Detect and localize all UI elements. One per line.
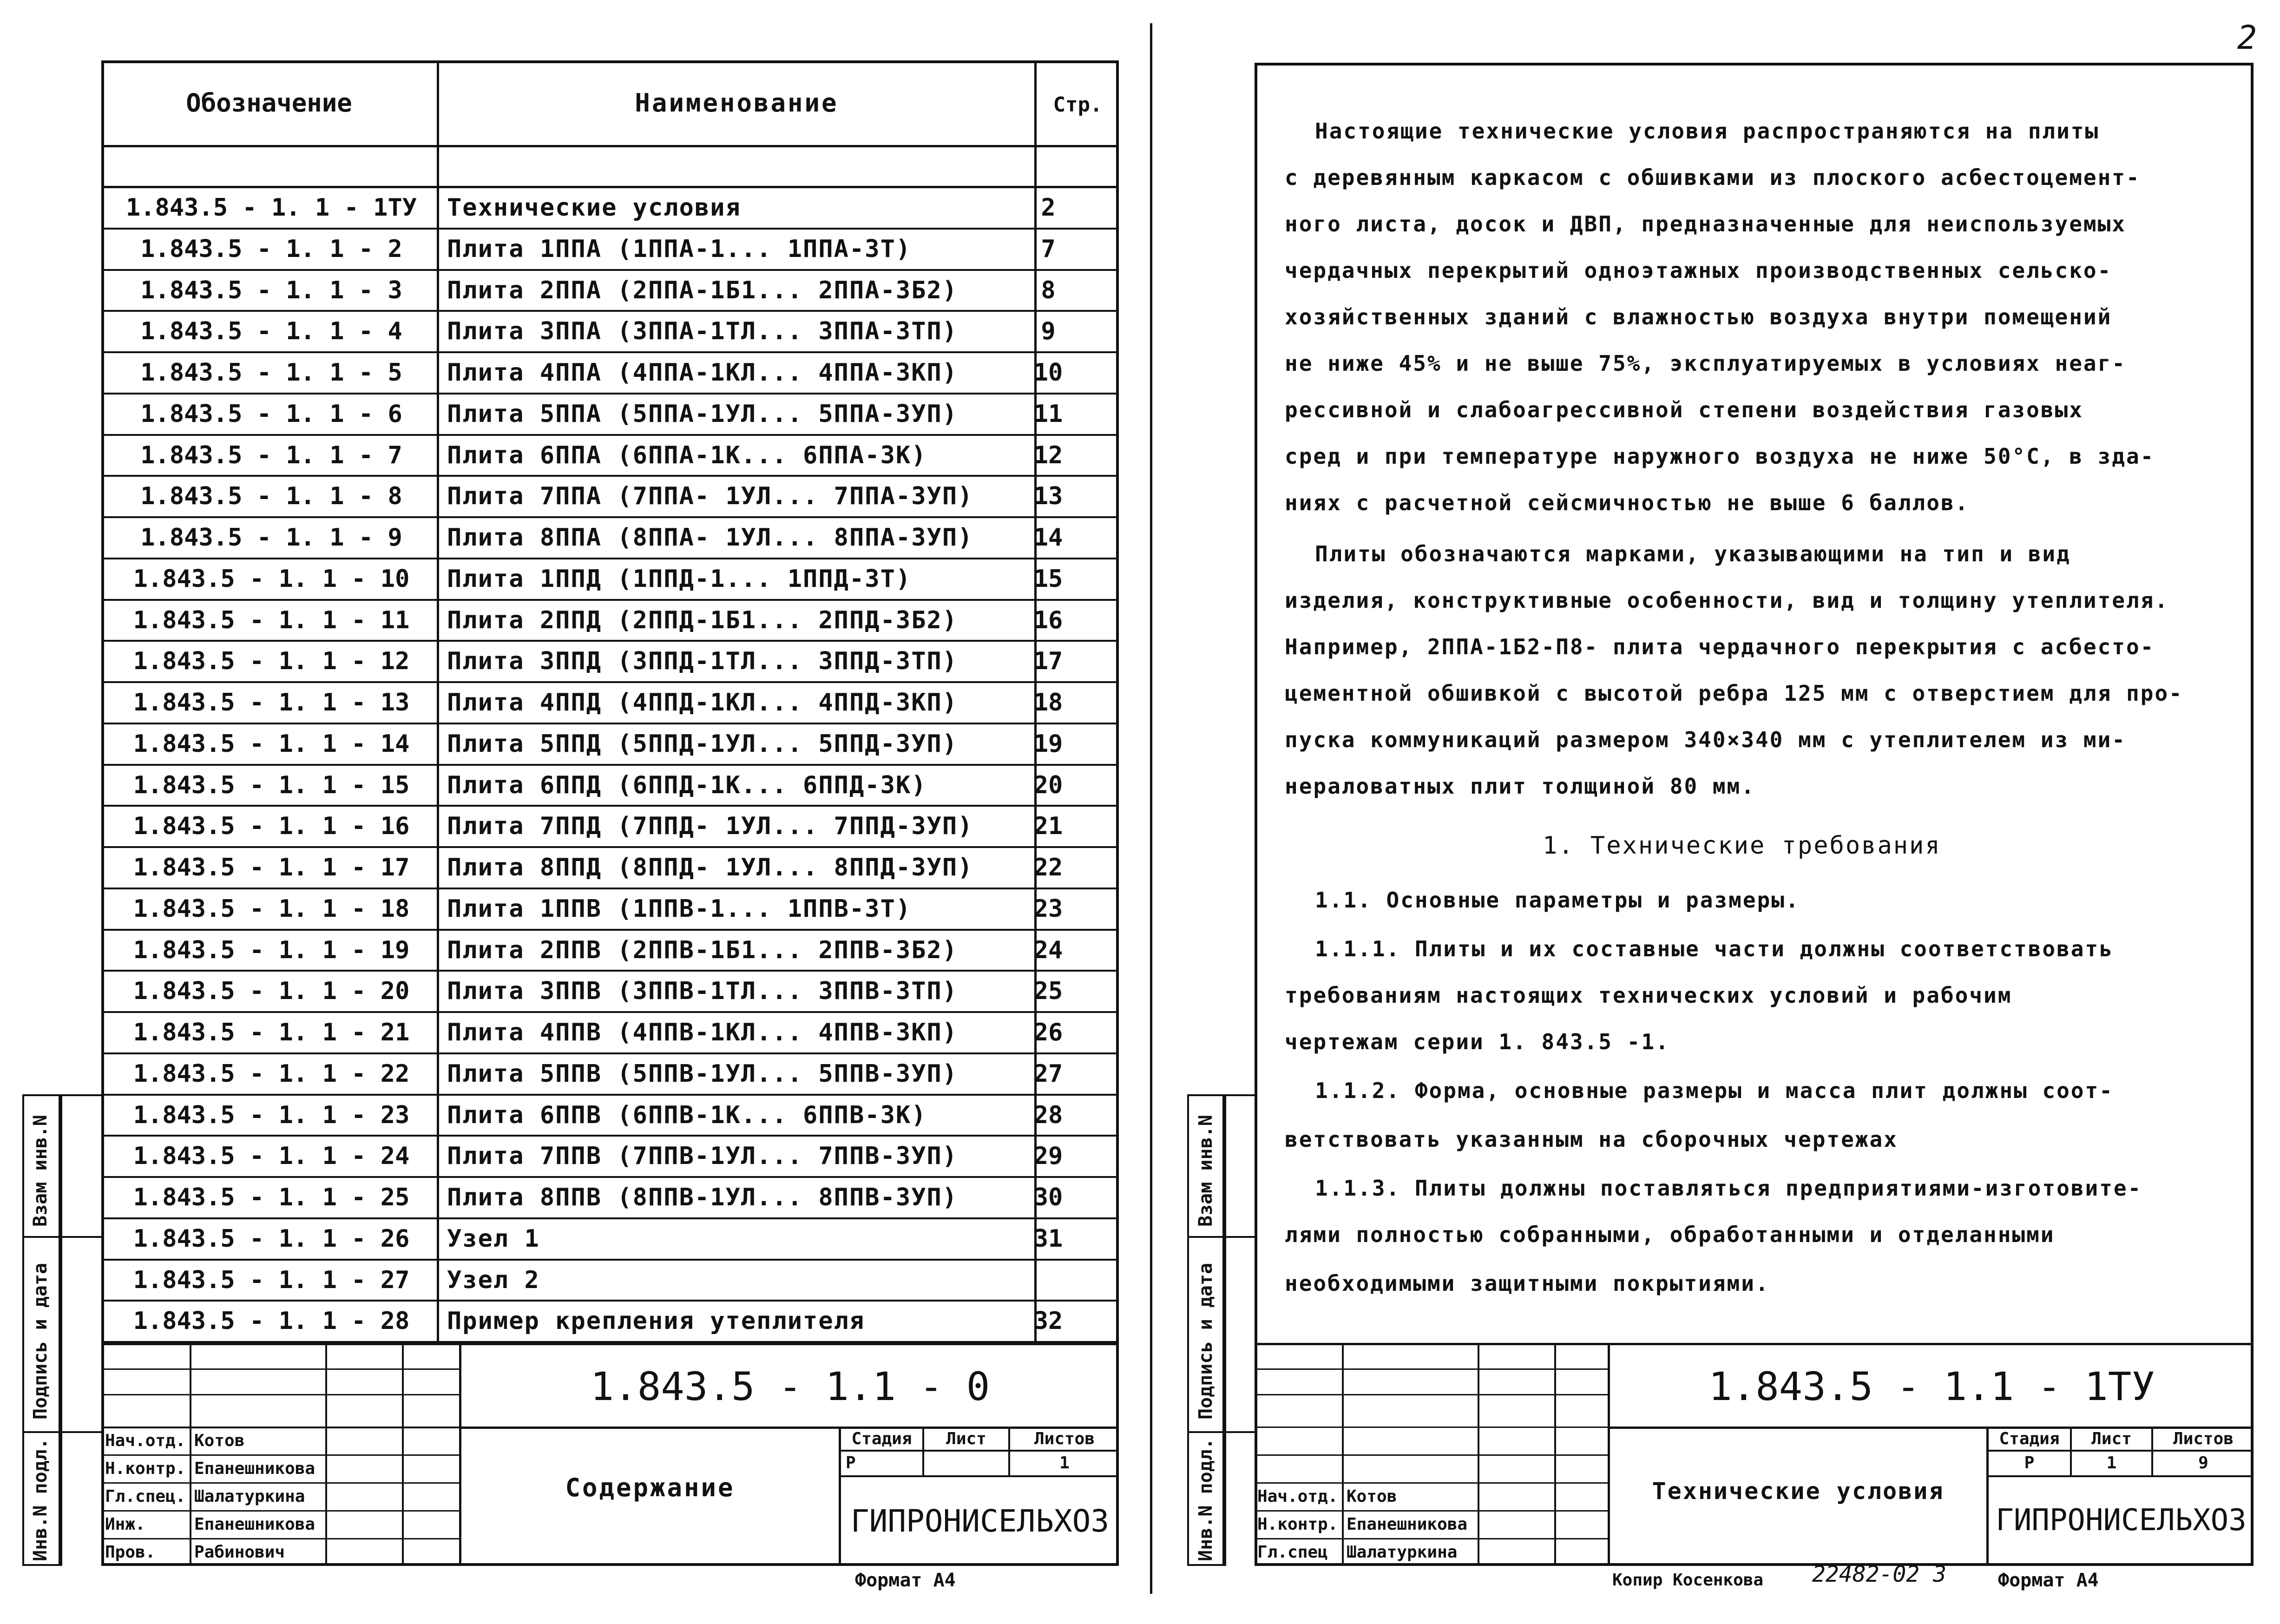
row-designation: 1.843.5 - 1. 1 - 24 [133,1142,410,1170]
row-name: Плита 2ППД (2ППД-1Б1... 2ППД-3Б2) [447,606,958,634]
row-name: Плита 2ППВ (2ППВ-1Б1... 2ППВ-3Б2) [447,936,958,964]
header-page: Стр. [1053,93,1103,117]
row-name: Плита 7ППВ (7ППВ-1УЛ... 7ППВ-3УП) [447,1142,958,1170]
table-row [103,972,1117,1013]
row-designation: 1.843.5 - 1. 1 - 3 [140,276,402,304]
row-name: Плита 7ППД (7ППД- 1УЛ... 7ППД-3УП) [447,812,973,841]
row-name: Плита 5ППД (5ППД-1УЛ... 5ППД-3УП) [447,730,958,758]
table-row [103,931,1117,972]
order-number: 22482-02 3 [1812,1561,1946,1587]
row-page: 7 [1041,235,1056,263]
left-sheets-label: Листов [1034,1429,1095,1448]
row-name: Плита 8ППА (8ППА- 1УЛ... 8ППА-3УП) [447,524,973,552]
row-page: 32 [1033,1307,1063,1335]
text-line: хозяйственных зданий с влажностью воздуха внутри помещений [1285,304,2112,329]
text-line: необходимыми защитными покрытиями. [1285,1271,1770,1296]
row-designation: 1.843.5 - 1. 1 - 15 [133,771,410,799]
row-page: 21 [1033,812,1063,841]
row-page: 17 [1033,647,1063,676]
table-row [103,1137,1117,1178]
text-line: изделия, конструктивные особенности, вид и толщину утеплителя. [1285,588,2169,613]
text-line: ного листа, досок и ДВП, предназначенные для неиспользуемых [1285,211,2126,237]
row-name: Плита 6ППД (6ППД-1К... 6ППД-3К) [447,771,927,799]
row-name: Плита 4ППА (4ППА-1КЛ... 4ППА-3КП) [447,359,958,387]
row-designation: 1.843.5 - 1. 1 - 11 [133,606,410,634]
stamp-person-name: Котов [194,1431,245,1450]
row-name: Плита 3ППД (3ППД-1ТЛ... 3ППД-3ТП) [447,647,958,676]
section-heading: 1. Технические требования [1543,832,1941,860]
row-page: 31 [1033,1224,1063,1253]
table-row [103,230,1117,271]
row-page: 15 [1033,565,1063,593]
row-page: 24 [1033,936,1063,964]
row-designation: 1.843.5 - 1. 1 - 6 [140,400,402,428]
table-row [103,766,1117,807]
row-page: 27 [1033,1059,1063,1088]
row-name: Плита 7ППА (7ППА- 1УЛ... 7ППА-3УП) [447,482,973,511]
table-row [103,1054,1117,1096]
table-row [103,394,1117,436]
row-designation: 1.843.5 - 1. 1 - 5 [140,359,402,387]
text-line: Плиты обозначаются марками, указывающими на тип и вид [1315,541,2071,566]
row-designation: 1.843.5 - 1. 1 - 12 [133,647,410,676]
text-line: лями полностью собранными, обработанными и отделанными [1285,1222,2055,1247]
row-designation: 1.843.5 - 1. 1 - 18 [133,894,410,923]
stamp-person-name: Епанешникова [1347,1515,1468,1534]
left-side-label-2: Подпись и дата [30,1262,51,1420]
row-page: 14 [1033,524,1063,552]
row-name: Плита 1ППВ (1ППВ-1... 1ППВ-3Т) [447,894,912,923]
row-page: 22 [1033,854,1063,881]
row-designation: 1.843.5 - 1. 1 - 13 [133,689,410,717]
row-designation: 1.843.5 - 1. 1 - 2 [140,235,402,263]
table-row [103,889,1117,931]
row-designation: 1.843.5 - 1. 1 - 23 [133,1101,410,1129]
row-designation: 1.843.5 - 1. 1 - 26 [133,1224,410,1253]
stamp-role: Гл.спец [1257,1543,1328,1562]
row-designation: 1.843.5 - 1. 1 - 21 [133,1019,410,1046]
text-line: 1.1. Основные параметры и размеры. [1315,888,1800,913]
stamp-person-name: Котов [1347,1487,1397,1506]
row-designation: 1.843.5 - 1. 1 - 25 [133,1183,410,1211]
stamp-role: Нач.отд. [105,1431,186,1450]
row-name: Технические условия [447,194,741,222]
left-side-label-3: Инв.N подл. [30,1438,51,1561]
text-line: с деревянным каркасом с обшивками из плоского асбестоцемент- [1285,165,2141,190]
text-line: чертежам серии 1. 843.5 -1. [1285,1029,1670,1054]
text-line: ниях с расчетной сейсмичностью не выше 6 баллов. [1285,490,1970,515]
row-designation: 1.843.5 - 1. 1 - 9 [140,524,402,552]
row-designation: 1.843.5 - 1. 1 - 14 [133,730,410,758]
row-page: 9 [1041,317,1056,346]
text-line: Например, 2ППА-1Б2-П8- плита чердачного перекрытия с асбесто- [1285,634,2155,659]
row-name: Плита 3ППА (3ППА-1ТЛ... 3ППА-3ТП) [447,317,958,346]
stamp-role: Инж. [105,1515,145,1534]
row-page: 23 [1033,894,1063,923]
row-page: 20 [1033,771,1063,799]
stamp-person-name: Епанешникова [194,1459,315,1478]
text-line: сред и при температуре наружного воздуха не ниже 50°С, в зда- [1285,444,2155,469]
row-page: 13 [1033,482,1063,511]
table-row [103,601,1117,642]
row-name: Плита 8ППВ (8ППВ-1УЛ... 8ППВ-3УП) [447,1183,958,1211]
stamp-role: Н.контр. [105,1459,186,1478]
right-frame [1255,63,2254,1566]
table-row [103,188,1117,230]
row-page: 12 [1033,441,1063,469]
table-row [103,1261,1117,1302]
stamp-person-name: Рабинович [194,1543,285,1562]
text-line: пуска коммуникаций размером 340×340 мм с утеплителем из ми- [1285,727,2126,752]
row-name: Плита 5ППА (5ППА-1УЛ... 5ППА-3УП) [447,400,958,428]
row-name: Плита 8ППД (8ППД- 1УЛ... 8ППД-3УП) [447,854,973,881]
right-stage-label: Стадия [1999,1429,2060,1448]
header-designation: Обозначение [186,88,352,118]
row-name: Плита 6ППА (6ППА-1К... 6ППА-3К) [447,441,927,469]
row-page: 25 [1033,977,1063,1006]
row-page [1007,1261,1089,1300]
table-row [103,1219,1117,1261]
table-row [103,642,1117,683]
row-page: 10 [1033,359,1063,387]
text-line: 1.1.1. Плиты и их составные части должны соответствовать [1315,936,2114,961]
table-row [103,559,1117,601]
right-sheets-label: Листов [2173,1429,2234,1448]
row-designation: 1.843.5 - 1. 1 - 17 [133,854,410,881]
row-name: Узел 1 [447,1224,540,1253]
stamp-role: Н.контр. [1257,1515,1338,1534]
text-line: Настоящие технические условия распространяются на плиты [1315,118,2100,144]
left-stage-value: Р [846,1453,856,1473]
row-page: 18 [1033,689,1063,717]
right-format: Формат А4 [1998,1570,2099,1591]
table-row [103,518,1117,559]
text-line: не ниже 45% и не выше 75%, эксплуатируемых в условиях неаг- [1285,351,2126,376]
row-page: 16 [1033,606,1063,634]
copy-label: Копир Косенкова [1612,1571,1764,1590]
row-page: 26 [1033,1019,1063,1046]
page-number: 2 [2237,19,2257,57]
row-page: 30 [1033,1183,1063,1211]
center-divider [1150,23,1152,1594]
left-stage-label: Стадия [851,1429,912,1448]
table-row [103,312,1117,353]
row-name: Плита 6ППВ (6ППВ-1К... 6ППВ-3К) [447,1101,927,1129]
stamp-role: Пров. [105,1543,156,1562]
stamp-role: Нач.отд. [1257,1487,1338,1506]
row-page: 29 [1033,1142,1063,1170]
table-row [103,724,1117,766]
table-row [103,807,1117,848]
table-row [103,848,1117,889]
row-name: Плита 4ППД (4ППД-1КЛ... 4ППД-3КП) [447,689,958,717]
text-line: рессивной и слабоагрессивной степени воздействия газовых [1285,397,2083,422]
row-name: Плита 2ППА (2ППА-1Б1... 2ППА-3Б2) [447,276,958,304]
row-designation: 1.843.5 - 1. 1 - 28 [133,1307,410,1335]
row-designation: 1.843.5 - 1. 1 - 19 [133,936,410,964]
row-designation: 1.843.5 - 1. 1 - 22 [133,1059,410,1088]
table-row [103,436,1117,477]
row-page: 8 [1041,276,1056,304]
table-row [103,1178,1117,1219]
right-stamp-title: Технические условия [1652,1478,1945,1505]
stamp-person-name: Шалатуркина [1347,1543,1458,1562]
stamp-person-name: Епанешникова [194,1515,315,1534]
table-row [103,353,1117,394]
row-designation: 1.843.5 - 1. 1 - 1ТУ [125,194,417,222]
row-name: Плита 5ППВ (5ППВ-1УЛ... 5ППВ-3УП) [447,1059,958,1088]
row-name: Плита 1ППА (1ППА-1... 1ППА-3Т) [447,235,912,263]
left-org: ГИПРОНИСЕЛЬХОЗ [850,1503,1110,1539]
text-line: нераловатных плит толщиной 80 мм. [1285,774,1755,799]
row-designation: 1.843.5 - 1. 1 - 16 [133,812,410,841]
text-line: требованиям настоящих технических условий и рабочим [1285,983,2012,1008]
row-page: 28 [1033,1101,1063,1129]
header-name: Наименование [635,88,839,118]
right-sheets-value: 9 [2198,1453,2208,1473]
table-row [103,477,1117,518]
table-row [103,1013,1117,1054]
right-sheet-label: Лист [2091,1429,2132,1448]
row-page: 11 [1033,400,1063,428]
right-stage-value: Р [2024,1453,2035,1473]
row-designation: 1.843.5 - 1. 1 - 8 [140,482,402,511]
table-row [103,1302,1117,1343]
left-side-label-1: Взам инв.N [30,1115,51,1227]
row-designation: 1.843.5 - 1. 1 - 10 [133,565,410,593]
right-stamp-designation: 1.843.5 - 1.1 - 1ТУ [1708,1364,2155,1409]
text-line: 1.1.3. Плиты должны поставляться предприятиями-изготовите- [1315,1176,2142,1201]
table-row [103,1096,1117,1137]
right-side-label-1: Взам инв.N [1195,1115,1216,1227]
left-stamp-title: Содержание [565,1473,735,1502]
row-designation: 1.843.5 - 1. 1 - 20 [133,977,410,1006]
left-sheet-label: Лист [946,1429,986,1448]
right-org: ГИПРОНИСЕЛЬХОЗ [1996,1503,2247,1538]
contents-table [103,188,1117,1345]
row-page: 2 [1041,194,1056,222]
text-line: цементной обшивкой с высотой ребра 125 мм с отверстием для про- [1285,681,2183,706]
text-line: 1.1.2. Форма, основные размеры и масса плит должны соот- [1315,1078,2114,1103]
row-name: Плита 1ППД (1ППД-1... 1ППД-3Т) [447,565,912,593]
left-sheets-value: 1 [1059,1453,1070,1473]
row-designation: 1.843.5 - 1. 1 - 7 [140,441,402,469]
right-side-label-3: Инв.N подл. [1195,1438,1216,1561]
text-line: ветствовать указанным на сборочных чертежах [1285,1127,1898,1152]
stamp-person-name: Шалатуркина [194,1487,305,1506]
row-designation: 1.843.5 - 1. 1 - 4 [140,317,402,346]
text-line: чердачных перекрытий одноэтажных производственных сельско- [1285,258,2112,283]
row-name: Пример крепления утеплителя [447,1307,865,1335]
left-format: Формат А4 [855,1570,956,1591]
table-row [103,271,1117,312]
row-name: Плита 3ППВ (3ППВ-1ТЛ... 3ППВ-3ТП) [447,977,958,1006]
table-row [103,683,1117,724]
row-designation: 1.843.5 - 1. 1 - 27 [133,1266,410,1294]
row-name: Плита 4ППВ (4ППВ-1КЛ... 4ППВ-3КП) [447,1019,958,1046]
left-stamp-designation: 1.843.5 - 1.1 - 0 [590,1364,990,1409]
right-side-label-2: Подпись и дата [1195,1262,1216,1420]
row-page: 19 [1033,730,1063,758]
right-sheet-value: 1 [2106,1453,2117,1473]
stamp-role: Гл.спец. [105,1487,186,1506]
row-name: Узел 2 [447,1266,540,1294]
